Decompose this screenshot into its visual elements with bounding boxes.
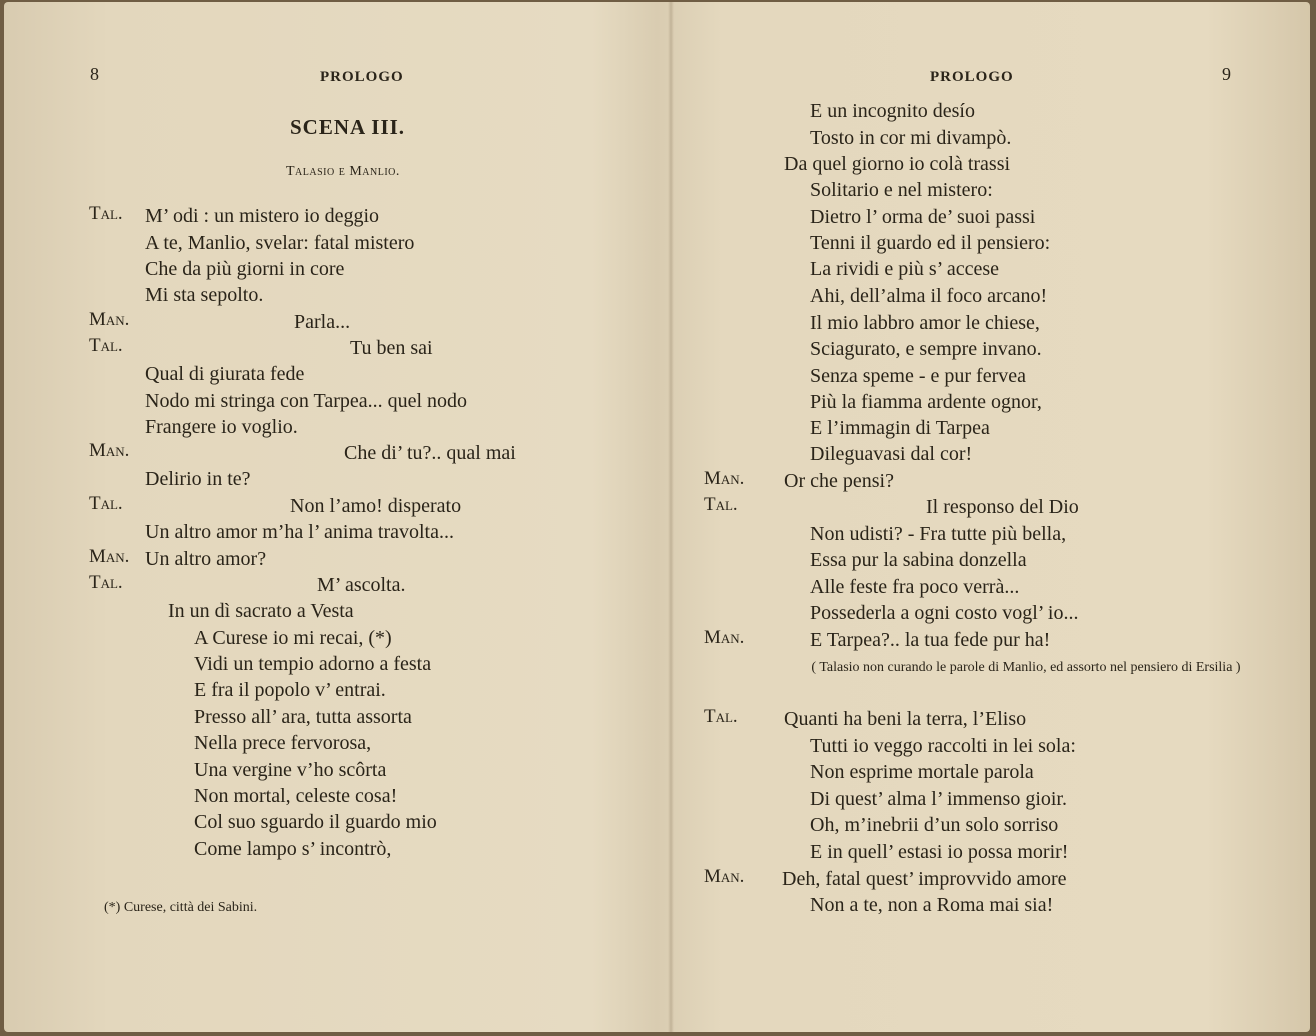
verse-line: Tu ben sai <box>350 337 433 359</box>
verse-line: Di quest’ alma l’ immenso gioir. <box>810 788 1067 810</box>
verse-line: Parla... <box>294 311 351 333</box>
verse-line: Solitario e nel mistero: <box>810 179 993 201</box>
verse-line: Alle feste fra poco verrà... <box>810 576 1020 598</box>
verse-line: E Tarpea?.. la tua fede pur ha! <box>810 629 1051 651</box>
verse-line: Nodo mi stringa con Tarpea... quel nodo <box>145 390 468 412</box>
speaker-label: Tal. <box>704 494 738 515</box>
verse-line: Senza speme - e pur fervea <box>810 365 1026 387</box>
speaker-label: Man. <box>704 627 745 648</box>
verse-line: Mi sta sepolto. <box>145 284 264 306</box>
verse-line: La rividi e più s’ accese <box>810 258 999 280</box>
speaker-label: Tal. <box>704 706 738 727</box>
speaker-label: Tal. <box>89 572 123 593</box>
scene-title: SCENA III. <box>290 115 406 139</box>
speaker-label: Tal. <box>89 203 123 224</box>
verse-line: Col suo sguardo il guardo mio <box>194 811 437 833</box>
verse-line: Presso all’ ara, tutta assorta <box>194 706 412 728</box>
page-number: 9 <box>1222 64 1231 84</box>
right-page <box>674 2 1310 1032</box>
speaker-label: Man. <box>89 440 130 461</box>
verse-line: Possederla a ogni costo vogl’ io... <box>810 602 1079 624</box>
verse-line: E un incognito desío <box>810 100 975 122</box>
verse-line: Come lampo s’ incontrò, <box>194 838 392 860</box>
verse-line: In un dì sacrato a Vesta <box>168 600 354 622</box>
verse-line: Un altro amor? <box>145 548 267 570</box>
speaker-label: Man. <box>89 546 130 567</box>
speaker-label: Man. <box>89 309 130 330</box>
verse-line: Deh, fatal quest’ improvvido amore <box>782 868 1067 890</box>
verse-line: Dileguavasi dal cor! <box>810 443 973 465</box>
verse-line: Delirio in te? <box>145 468 251 490</box>
verse-line: M’ odi : un mistero io deggio <box>145 205 380 227</box>
verse-line: Oh, m’inebrii d’un solo sorriso <box>810 814 1059 836</box>
verse-line: Una vergine v’ho scôrta <box>194 759 387 781</box>
stage-direction: ( Talasio non curando le parole di Manlio, ed assorto nel pensiero di Ersilia ) <box>811 660 1241 675</box>
verse-line: Tutti io veggo raccolti in lei sola: <box>810 735 1076 757</box>
verse-line: A te, Manlio, svelar: fatal mistero <box>145 232 415 254</box>
verse-line: Or che pensi? <box>784 470 894 492</box>
verse-line: Tosto in cor mi divampò. <box>810 127 1012 149</box>
verse-line: Non a te, non a Roma mai sia! <box>810 894 1054 916</box>
verse-line: Quanti ha beni la terra, l’Eliso <box>784 708 1027 730</box>
verse-line: Essa pur la sabina donzella <box>810 549 1027 571</box>
verse-line: A Curese io mi recai, (*) <box>194 627 392 649</box>
verse-line: Ahi, dell’alma il foco arcano! <box>810 285 1048 307</box>
verse-line: Più la fiamma ardente ognor, <box>810 391 1042 413</box>
verse-line: Non mortal, celeste cosa! <box>194 785 398 807</box>
verse-line: Che da più giorni in core <box>145 258 345 280</box>
speaker-label: Tal. <box>89 335 123 356</box>
verse-line: Non l’amo! disperato <box>290 495 462 517</box>
speaker-label: Man. <box>704 866 745 887</box>
verse-line: Tenni il guardo ed il pensiero: <box>810 232 1051 254</box>
verse-line: Qual di giurata fede <box>145 363 305 385</box>
verse-line: Vidi un tempio adorno a festa <box>194 653 432 675</box>
speaker-label: Tal. <box>89 493 123 514</box>
verse-line: E fra il popolo v’ entrai. <box>194 679 386 701</box>
verse-line: E l’immagin di Tarpea <box>810 417 990 439</box>
verse-line: Sciagurato, e sempre invano. <box>810 338 1042 360</box>
scene-characters: Talasio e Manlio. <box>286 164 400 179</box>
verse-line: Da quel giorno io colà trassi <box>784 153 1011 175</box>
speaker-label: Man. <box>704 468 745 489</box>
verse-line: Dietro l’ orma de’ suoi passi <box>810 206 1036 228</box>
verse-line: Il mio labbro amor le chiese, <box>810 312 1040 334</box>
verse-line: Nella prece fervorosa, <box>194 732 372 754</box>
verse-line: Un altro amor m’ha l’ anima travolta... <box>145 521 454 543</box>
verse-line: Frangere io voglio. <box>145 416 298 438</box>
verse-line: Non udisti? - Fra tutte più bella, <box>810 523 1067 545</box>
verse-line: E in quell’ estasi io possa morir! <box>810 841 1069 863</box>
running-head: PROLOGO <box>930 69 1014 85</box>
verse-line: Il responso del Dio <box>926 496 1079 518</box>
verse-line: Che di’ tu?.. qual mai <box>344 442 516 464</box>
verse-line: M’ ascolta. <box>317 574 406 596</box>
book-spread <box>4 2 1310 1032</box>
footnote: (*) Curese, città dei Sabini. <box>104 900 258 915</box>
left-page <box>4 2 666 1032</box>
page-number: 8 <box>90 64 99 84</box>
running-head: PROLOGO <box>320 69 404 85</box>
verse-line: Non esprime mortale parola <box>810 761 1034 783</box>
